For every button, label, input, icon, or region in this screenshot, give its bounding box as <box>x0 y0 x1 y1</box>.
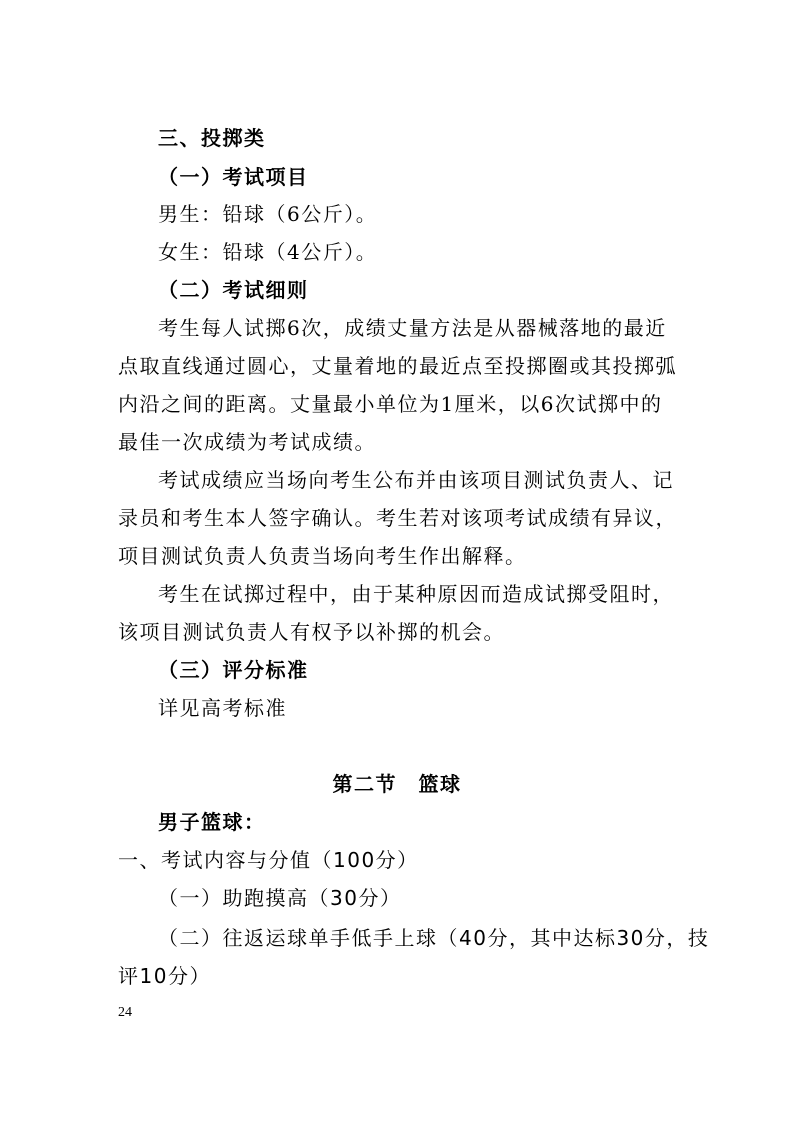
paragraph-line: 最佳一次成绩为考试成绩。 <box>118 430 376 454</box>
paragraph-line: 该项目测试负责人有权予以补掷的机会。 <box>118 620 505 644</box>
paragraph-line: 内沿之间的距离。丈量最小单位为1厘米，以6次试掷中的 <box>118 392 663 416</box>
basketball-section-heading: 第二节 篮球 <box>332 772 462 796</box>
item-1-text: （一）助跑摸高（30分） <box>158 886 402 910</box>
item-2-line-1: （二）往返运球单手低手上球（40分，其中达标30分，技 <box>158 926 710 950</box>
item-2-line-2: 评10分） <box>118 964 211 988</box>
paragraph-line: 点取直线通过圆心，丈量着地的最近点至投掷圈或其投掷弧 <box>118 354 677 378</box>
rules-heading: （二）考试细则 <box>158 278 309 302</box>
paragraph-line: 项目测试负责人负责当场向考生作出解释。 <box>118 544 527 568</box>
content-heading: 一、考试内容与分值（100分） <box>118 848 419 872</box>
paragraph-line: 录员和考生本人签字确认。考生若对该项考试成绩有异议， <box>118 506 677 530</box>
paragraph-line: 考生在试掷过程中，由于某种原因而造成试掷受阻时， <box>158 582 674 606</box>
male-basketball-heading: 男子篮球： <box>158 810 266 834</box>
paragraph-line: 考试成绩应当场向考生公布并由该项目测试负责人、记 <box>158 468 674 492</box>
female-item-text: 女生：铅球（4公斤）。 <box>158 240 378 264</box>
paragraph-line: 考生每人试掷6次，成绩丈量方法是从器械落地的最近 <box>158 316 667 340</box>
throwing-heading: 三、投掷类 <box>158 126 266 150</box>
exam-items-heading: （一）考试项目 <box>158 165 309 189</box>
male-item-text: 男生：铅球（6公斤）。 <box>158 202 378 226</box>
page-number: 24 <box>118 1005 132 1020</box>
scoring-text: 详见高考标准 <box>158 696 287 720</box>
scoring-heading: （三）评分标准 <box>158 658 309 682</box>
